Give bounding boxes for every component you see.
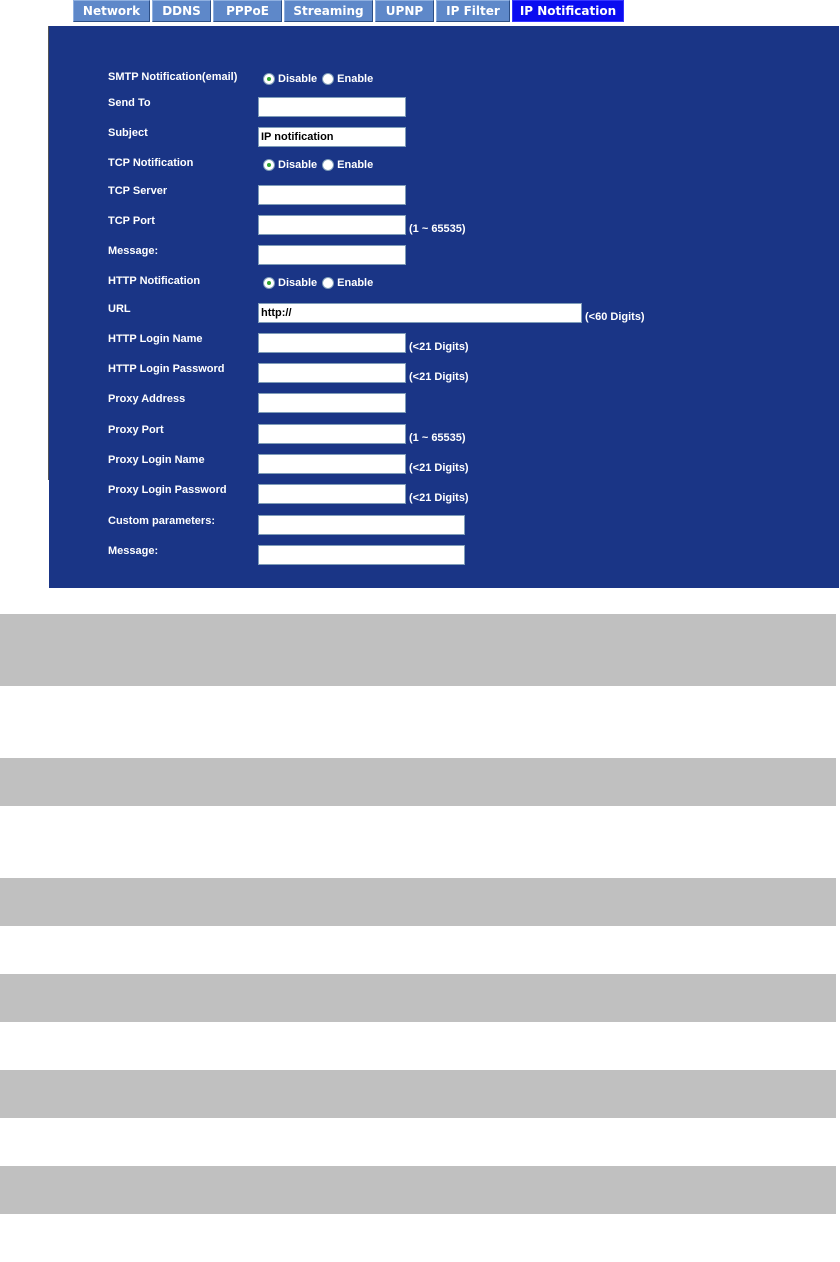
tab-ip-filter[interactable]: IP Filter [436, 0, 510, 22]
send-to-field[interactable] [258, 97, 406, 117]
smtp-notification-label: SMTP Notification(email) [108, 71, 238, 83]
subject-label: Subject [108, 127, 148, 139]
http-login-password-hint: (<21 Digits) [409, 371, 469, 383]
url-hint: (<60 Digits) [585, 311, 645, 323]
proxy-login-password-hint: (<21 Digits) [409, 492, 469, 504]
http-login-name-field[interactable] [258, 333, 406, 353]
gray-bar [0, 974, 836, 1022]
http-message-field[interactable] [258, 545, 465, 565]
tcp-disable-label: Disable [278, 159, 318, 171]
smtp-notification-radio-group [258, 73, 378, 85]
tab-bar [73, 0, 624, 22]
custom-parameters-field[interactable] [258, 515, 465, 535]
tcp-disable-radio[interactable] [263, 159, 275, 171]
proxy-port-hint: (1 ~ 65535) [409, 432, 466, 444]
proxy-login-name-label: Proxy Login Name [108, 454, 205, 466]
tcp-notification-label: TCP Notification [108, 157, 194, 169]
http-login-name-label: HTTP Login Name [108, 333, 203, 345]
http-login-password-field[interactable] [258, 363, 406, 383]
smtp-disable-label: Disable [278, 73, 318, 85]
tab-network[interactable]: Network [73, 0, 150, 22]
tab-ip-notification[interactable]: IP Notification [512, 0, 624, 22]
proxy-login-password-label: Proxy Login Password [108, 484, 227, 496]
gray-bar [0, 1070, 836, 1118]
proxy-port-label: Proxy Port [108, 424, 164, 436]
proxy-login-name-hint: (<21 Digits) [409, 462, 469, 474]
url-label: URL [108, 303, 131, 315]
tab-ddns[interactable]: DDNS [152, 0, 211, 22]
gray-bar [0, 1166, 836, 1214]
http-login-name-hint: (<21 Digits) [409, 341, 469, 353]
tcp-port-hint: (1 ~ 65535) [409, 223, 466, 235]
ip-notification-panel [49, 26, 839, 588]
proxy-login-password-field[interactable] [258, 484, 406, 504]
http-disable-label: Disable [278, 277, 318, 289]
tcp-port-field[interactable] [258, 215, 406, 235]
http-notification-label: HTTP Notification [108, 275, 201, 287]
smtp-disable-radio[interactable] [263, 73, 275, 85]
proxy-login-name-field[interactable] [258, 454, 406, 474]
custom-parameters-label: Custom parameters: [108, 515, 215, 527]
http-login-password-label: HTTP Login Password [108, 363, 225, 375]
tcp-message-label: Message: [108, 245, 159, 257]
tcp-enable-label: Enable [337, 159, 374, 171]
proxy-address-field[interactable] [258, 393, 406, 413]
tcp-port-label: TCP Port [108, 215, 155, 227]
smtp-enable-label: Enable [337, 73, 374, 85]
smtp-enable-radio[interactable] [322, 73, 334, 85]
subject-field[interactable] [258, 127, 406, 147]
tab-pppoe[interactable]: PPPoE [213, 0, 282, 22]
tcp-server-label: TCP Server [108, 185, 168, 197]
tcp-enable-radio[interactable] [322, 159, 334, 171]
tcp-server-field[interactable] [258, 185, 406, 205]
tab-streaming[interactable]: Streaming [284, 0, 373, 22]
tab-upnp[interactable]: UPNP [375, 0, 434, 22]
send-to-label: Send To [108, 97, 151, 109]
proxy-address-label: Proxy Address [108, 393, 186, 405]
http-enable-radio[interactable] [322, 277, 334, 289]
proxy-port-field[interactable] [258, 424, 406, 444]
http-message-label: Message: [108, 545, 159, 557]
gray-bar [0, 878, 836, 926]
http-disable-radio[interactable] [263, 277, 275, 289]
tcp-message-field[interactable] [258, 245, 406, 265]
url-field[interactable] [258, 303, 582, 323]
gray-bar [0, 614, 836, 686]
http-enable-label: Enable [337, 277, 374, 289]
gray-bar [0, 758, 836, 806]
